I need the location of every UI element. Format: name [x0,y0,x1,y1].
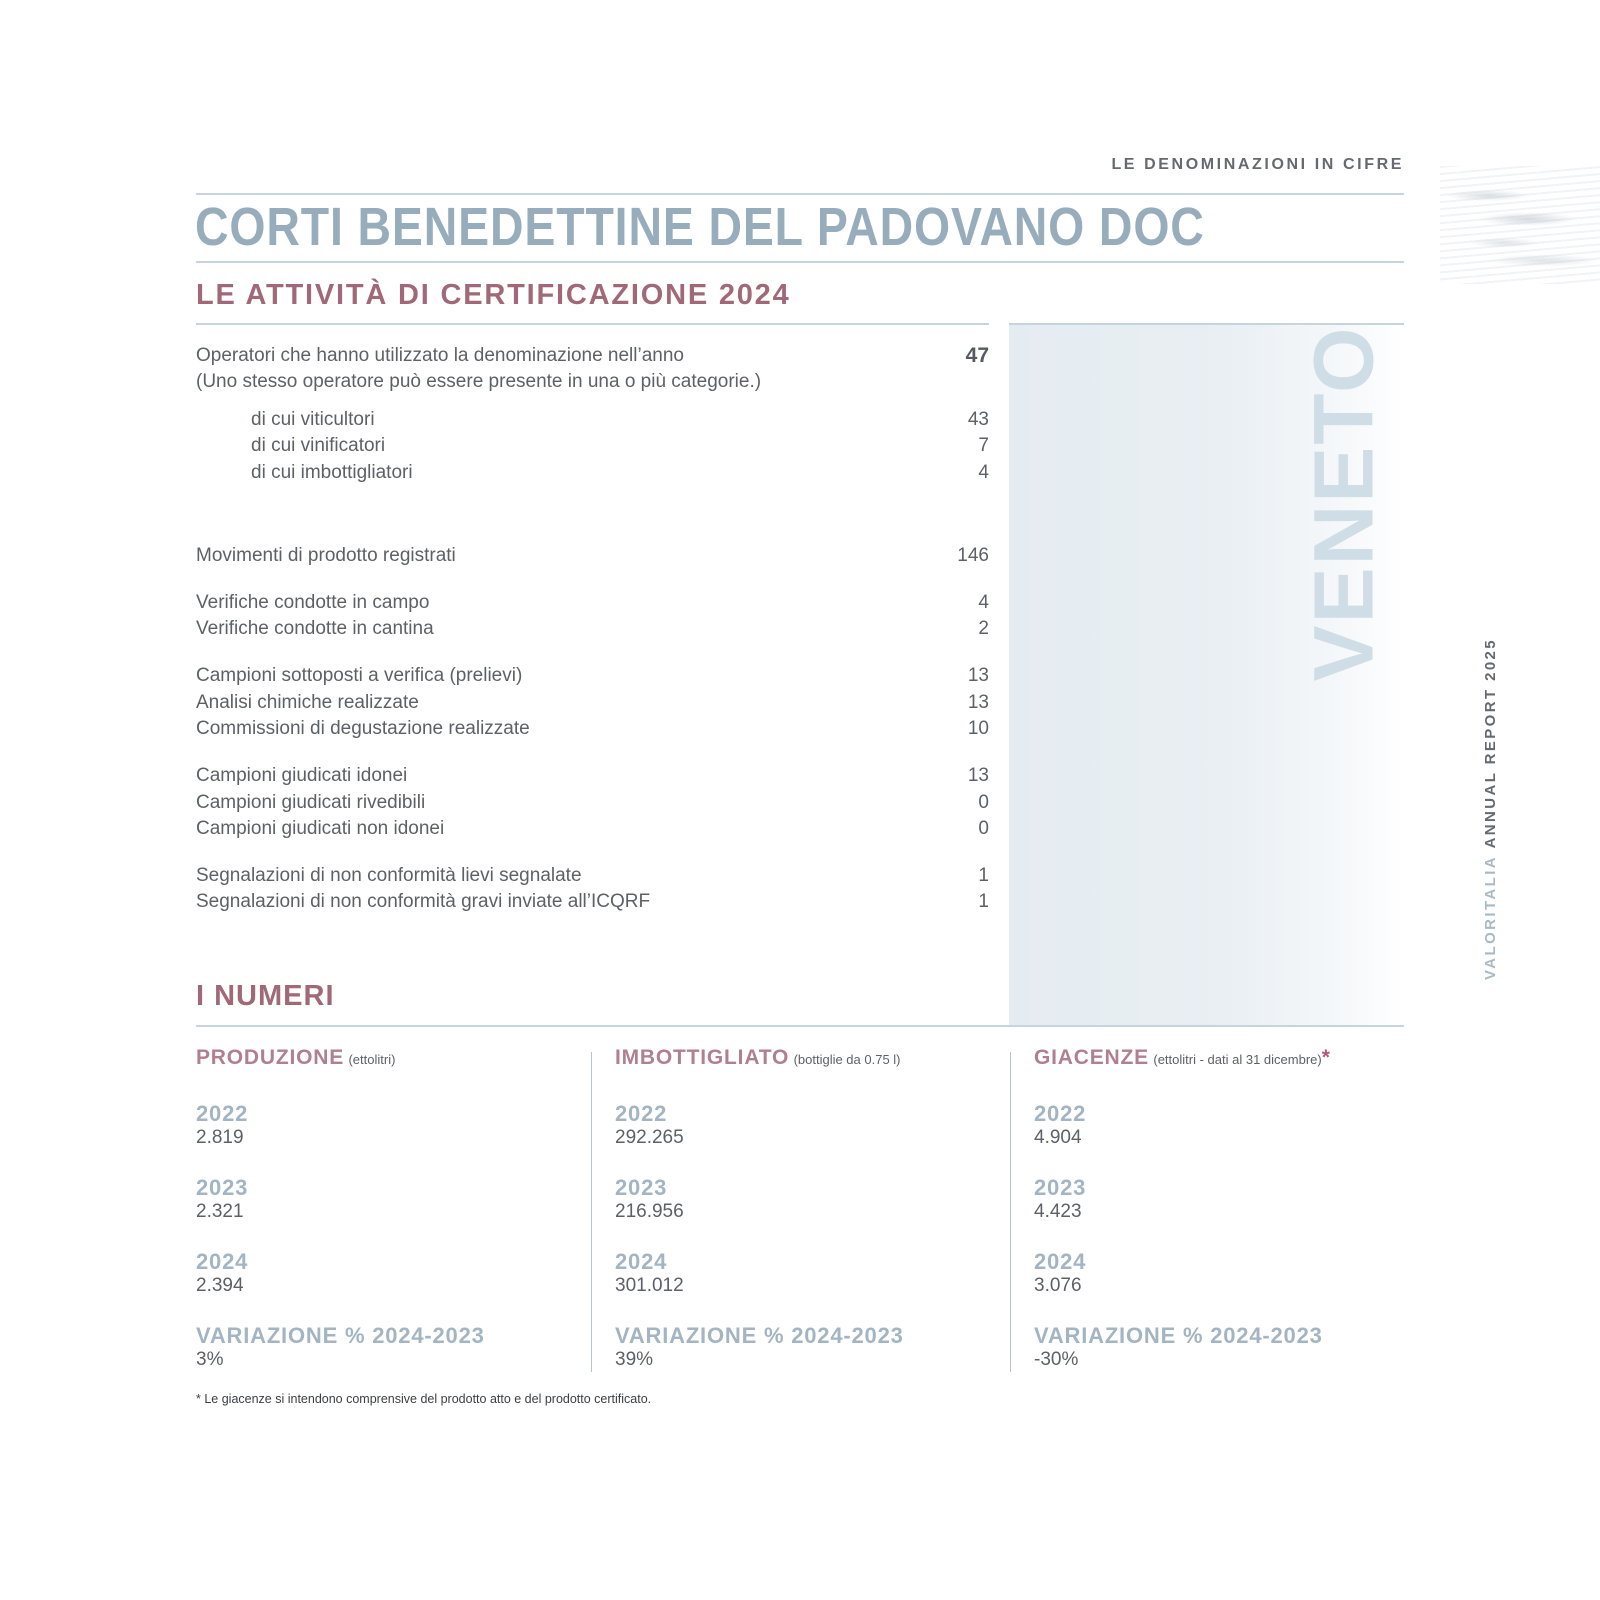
report-name: ANNUAL REPORT 2025 [1482,637,1499,849]
activity-value: 2 [978,618,989,639]
variation-value: 3% [196,1349,224,1370]
column-heading-label: GIACENZE [1034,1046,1149,1069]
activity-label: Campioni sottoposti a verifica (prelievi) [196,665,523,686]
bottled-column [615,1046,1015,1370]
activity-value: 1 [978,891,989,912]
variation-value: -30% [1034,1349,1079,1370]
year-label: 2022 [196,1101,249,1126]
region-label: VENETO [1296,325,1391,681]
year-value: 4.904 [1034,1127,1082,1148]
year-label: 2022 [615,1101,668,1126]
section-kicker: LE DENOMINAZIONI IN CIFRE [1111,156,1404,173]
year-label: 2023 [196,1175,249,1200]
year-value: 292.265 [615,1127,684,1148]
year-value: 2.321 [196,1201,244,1222]
year-block [196,1250,248,1298]
year-value: 4.423 [1034,1201,1082,1222]
variation-block [615,1324,904,1372]
year-label: 2022 [1034,1101,1087,1126]
production-column [196,1046,596,1370]
column-heading-label: IMBOTTIGLIATO [615,1046,790,1069]
activities-rule [196,323,989,325]
activity-value: 13 [967,765,989,786]
activity-value: 1 [978,865,989,886]
year-label: 2023 [1034,1175,1087,1200]
year-block [196,1102,248,1150]
title-rule-top [196,193,1404,195]
activity-value: 47 [965,344,989,367]
column-unit: (ettolitri) [348,1052,396,1067]
activity-value: 7 [978,435,989,456]
page-title: CORTI BENEDETTINE DEL PADOVANO DOC [195,197,1205,257]
activity-label: Movimenti di prodotto registrati [196,545,456,566]
column-heading [1034,1046,1434,1070]
certification-section-title: LE ATTIVITÀ DI CERTIFICAZIONE 2024 [196,279,791,311]
year-label: 2024 [1034,1249,1087,1274]
brush-stroke-decoration [1440,166,1600,284]
variation-value: 39% [615,1349,654,1370]
year-label: 2024 [196,1249,249,1274]
year-block [1034,1176,1086,1224]
variation-label: VARIAZIONE % 2024-2023 [196,1323,485,1348]
variation-block [196,1324,485,1372]
title-rule-bottom [196,261,1404,263]
year-block [1034,1102,1086,1150]
activity-label: Verifiche condotte in cantina [196,618,434,639]
column-heading [196,1046,596,1070]
column-heading-label: PRODUZIONE [196,1046,345,1069]
column-unit: (bottiglie da 0.75 l) [793,1052,901,1067]
activity-label: Campioni giudicati non idonei [196,818,445,839]
year-block [196,1176,248,1224]
activity-value: 10 [967,718,989,739]
column-divider [591,1052,592,1372]
year-block [1034,1250,1086,1298]
numbers-section-title: I NUMERI [196,980,335,1012]
side-running-title-text [1482,638,1499,980]
activity-label: Campioni giudicati rivedibili [196,792,426,813]
year-label: 2024 [615,1249,668,1274]
activity-label: Verifiche condotte in campo [196,592,430,613]
year-value: 301.012 [615,1275,684,1296]
activity-value: 0 [978,818,989,839]
variation-label: VARIAZIONE % 2024-2023 [1034,1323,1323,1348]
column-divider [1010,1052,1011,1372]
variation-label: VARIAZIONE % 2024-2023 [615,1323,904,1348]
activity-label: di cui imbottigliatori [251,462,413,483]
region-label-box [1264,326,1424,680]
activity-value: 146 [957,545,989,566]
activity-label: di cui viticultori [251,409,375,430]
activity-note: (Uno stesso operatore può essere presente in una o più categorie.) [196,371,762,392]
activity-label: Commissioni di degustazione realizzate [196,718,530,739]
year-value: 216.956 [615,1201,684,1222]
column-unit: (ettolitri - dati al 31 dicembre) [1153,1052,1322,1067]
activity-value: 0 [978,792,989,813]
activity-value: 13 [967,692,989,713]
activity-value: 4 [978,462,989,483]
activity-label: Segnalazioni di non conformità lievi segnalate [196,865,582,886]
activity-label: Operatori che hanno utilizzato la denominazione nell’anno [196,345,684,366]
numbers-rule [196,1025,1404,1027]
year-block [615,1176,684,1224]
activity-label: di cui vinificatori [251,435,386,456]
activity-value: 13 [967,665,989,686]
year-value: 2.394 [196,1275,244,1296]
column-heading [615,1046,1015,1070]
activity-label: Campioni giudicati idonei [196,765,408,786]
footnote-asterisk: * [1321,1046,1330,1069]
year-label: 2023 [615,1175,668,1200]
year-block [615,1102,684,1150]
activity-label: Analisi chimiche realizzate [196,692,419,713]
brand-name: VALORITALIA [1482,855,1499,980]
year-value: 2.819 [196,1127,244,1148]
activity-value: 4 [978,592,989,613]
stock-column [1034,1046,1434,1370]
year-value: 3.076 [1034,1275,1082,1296]
activity-label: Segnalazioni di non conformità gravi inviate all’ICQRF [196,891,651,912]
year-block [615,1250,684,1298]
activity-value: 43 [967,409,989,430]
footnote: * Le giacenze si intendono comprensive del prodotto atto e del prodotto certificato. [196,1392,652,1406]
variation-block [1034,1324,1323,1372]
